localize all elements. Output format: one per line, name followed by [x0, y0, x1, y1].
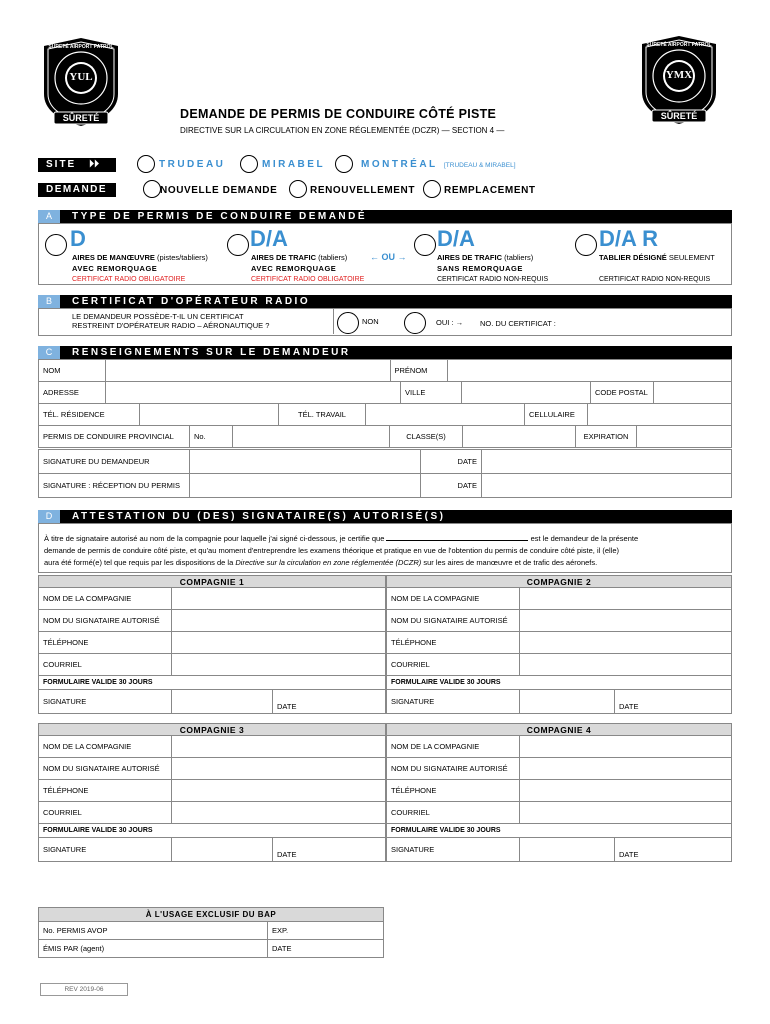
section-c-letter: C	[38, 346, 60, 359]
company-1-valide: FORMULAIRE VALIDE 30 JOURS	[39, 676, 386, 690]
company-4-date-field[interactable]	[615, 838, 732, 862]
bap-table	[38, 907, 384, 958]
bap-exp-label: EXP.	[268, 922, 384, 940]
permis-da-avec-line2: AVEC REMORQUAGE	[251, 264, 337, 273]
company-4-title: COMPAGNIE 4	[387, 724, 732, 736]
bap-title: À L'USAGE EXCLUSIF DU BAP	[39, 908, 384, 922]
tel-residence-label: TÉL. RÉSIDENCE	[39, 404, 140, 426]
radio-renouvellement[interactable]	[289, 180, 307, 198]
section-c-header	[38, 346, 732, 359]
tel-residence-input[interactable]	[140, 404, 279, 426]
company-4-signature-label: SIGNATURE	[387, 838, 520, 862]
adresse-row	[38, 381, 732, 404]
signature-rows	[38, 449, 732, 498]
radio-trudeau[interactable]	[137, 155, 155, 173]
radio-non[interactable]	[337, 312, 359, 334]
section-d-header	[38, 510, 732, 523]
company-1-telephone-label: TÉLÉPHONE	[39, 632, 172, 654]
company-2-signature-input[interactable]	[520, 690, 615, 714]
tel-row	[38, 403, 732, 426]
cellulaire-label: CELLULAIRE	[525, 404, 588, 426]
sig-reception-label: SIGNATURE : RÉCEPTION DU PERMIS	[39, 474, 190, 498]
permis-da-sans-line1: AIRES DE TRAFIC (tabliers)	[437, 253, 534, 262]
company-4-nom-signataire-label: NOM DU SIGNATAIRE AUTORISÉ	[387, 758, 520, 780]
permis-da-avec-line3: CERTIFICAT RADIO OBLIGATOIRE	[251, 276, 365, 283]
company-2-table	[386, 575, 732, 714]
company-4-nom-compagnie-input[interactable]	[520, 736, 732, 758]
company-3-date-field[interactable]	[273, 838, 386, 862]
radio-question-line1: LE DEMANDEUR POSSÈDE-T-IL UN CERTIFICAT	[72, 312, 244, 321]
tel-travail-label: TÉL. TRAVAIL	[279, 404, 366, 426]
site-label-bar	[38, 158, 116, 172]
revision-label: REV 2019-06	[40, 983, 128, 996]
nom-input[interactable]	[106, 360, 391, 382]
company-2-valide: FORMULAIRE VALIDE 30 JOURS	[387, 676, 732, 690]
ville-label: VILLE	[401, 382, 462, 404]
non-label: NON	[362, 317, 379, 326]
company-3-courriel-input[interactable]	[172, 802, 386, 824]
company-3-date-label: DATE	[277, 850, 297, 859]
company-4-table	[386, 723, 732, 862]
section-a-title: TYPE DE PERMIS DE CONDUIRE DEMANDÉ	[72, 211, 368, 222]
company-3-telephone-input[interactable]	[172, 780, 386, 802]
classe-input[interactable]	[463, 426, 576, 448]
section-b-letter: B	[38, 295, 60, 308]
company-2-date-field[interactable]	[615, 690, 732, 714]
company-4-telephone-input[interactable]	[520, 780, 732, 802]
permis-d-line3: CERTIFICAT RADIO OBLIGATOIRE	[72, 276, 186, 283]
radio-montreal[interactable]	[335, 155, 353, 173]
company-1-nom-compagnie-input[interactable]	[172, 588, 386, 610]
company-2-telephone-label: TÉLÉPHONE	[387, 632, 520, 654]
company-3-title: COMPAGNIE 3	[39, 724, 386, 736]
cellulaire-input[interactable]	[588, 404, 732, 426]
radio-mirabel[interactable]	[240, 155, 258, 173]
oui-label: OUI : →	[436, 318, 464, 327]
site-option-trudeau: TRUDEAU	[159, 159, 226, 170]
company-1-courriel-label: COURRIEL	[39, 654, 172, 676]
yul-badge-bottom: SÛRETÉ	[62, 113, 100, 123]
company-2-nom-signataire-input[interactable]	[520, 610, 732, 632]
company-1-signature-input[interactable]	[172, 690, 273, 714]
company-3-nom-compagnie-input[interactable]	[172, 736, 386, 758]
section-b-header	[38, 295, 732, 308]
company-4-nom-signataire-input[interactable]	[520, 758, 732, 780]
company-1-nom-compagnie-label: NOM DE LA COMPAGNIE	[39, 588, 172, 610]
adresse-input[interactable]	[106, 382, 401, 404]
applicant-table	[38, 359, 732, 382]
company-3-nom-compagnie-label: NOM DE LA COMPAGNIE	[39, 736, 172, 758]
company-4-nom-compagnie-label: NOM DE LA COMPAGNIE	[387, 736, 520, 758]
company-4-date-label: DATE	[619, 850, 639, 859]
company-3-valide: FORMULAIRE VALIDE 30 JOURS	[39, 824, 386, 838]
company-2-title: COMPAGNIE 2	[387, 576, 732, 588]
bap-permis-label: No. PERMIS AVOP	[39, 922, 268, 940]
company-3-signature-label: SIGNATURE	[39, 838, 172, 862]
company-4-signature-input[interactable]	[520, 838, 615, 862]
ymx-badge-code: YMX	[665, 69, 693, 81]
company-2-courriel-label: COURRIEL	[387, 654, 520, 676]
company-3-table	[38, 723, 386, 862]
sig-demandeur-date-label: DATE	[421, 450, 482, 474]
company-4-courriel-label: COURRIEL	[387, 802, 520, 824]
cert-number-label: NO. DU CERTIFICAT :	[480, 319, 556, 328]
permis-no-input[interactable]	[233, 426, 390, 448]
radio-remplacement[interactable]	[423, 180, 441, 198]
company-1-nom-signataire-label: NOM DU SIGNATAIRE AUTORISÉ	[39, 610, 172, 632]
applicant-name-input[interactable]	[386, 532, 528, 541]
code-postal-input[interactable]	[654, 382, 732, 404]
attestation-text: À titre de signataire autorisé au nom de la compagnie pour laquelle j'ai signé ci-dessous, je certifie que est le demandeur de la présente demande de permis de conduire côté piste, et qu'au moment d'entreprendre les examens théorique et pratique en vue de l'obtention du permis de conduire côté piste, il (elle) aura été formé(e) tel que requis par les dispositions de la Directive sur la circulation en zone réglementée (DCZR) sur les aires de manœuvre et de trafic des aéronefs.	[44, 534, 639, 567]
company-1-table	[38, 575, 386, 714]
prenom-label: PRÉNOM	[390, 360, 447, 382]
page-title: DEMANDE DE PERMIS DE CONDUIRE CÔTÉ PISTE	[180, 107, 497, 121]
section-d-title: ATTESTATION DU (DES) SIGNATAIRE(S) AUTORISÉ(S)	[72, 511, 446, 522]
sig-reception-date-input[interactable]	[482, 474, 732, 498]
permis-code-da-avec: D/A	[250, 226, 288, 251]
section-c-title: RENSEIGNEMENTS SUR LE DEMANDEUR	[72, 347, 351, 358]
nom-label: NOM	[39, 360, 106, 382]
site-option-montreal: MONTRÉAL	[361, 159, 438, 170]
ymx-badge-bottom: SÛRETÉ	[660, 111, 698, 121]
permis-dar-line1: TABLIER DÉSIGNÉ SEULEMENT	[599, 253, 715, 262]
company-1-telephone-input[interactable]	[172, 632, 386, 654]
demande-option-remplacement: REMPLACEMENT	[444, 185, 536, 196]
company-1-signature-label: SIGNATURE	[39, 690, 172, 714]
permis-da-sans-line3: CERTIFICAT RADIO NON-REQUIS	[437, 276, 549, 283]
radio-permis-dar[interactable]	[575, 234, 597, 256]
demande-label: DEMANDE	[38, 183, 116, 197]
company-2-nom-compagnie-input[interactable]	[520, 588, 732, 610]
code-postal-label: CODE POSTAL	[591, 382, 654, 404]
classe-label: CLASSE(S)	[390, 426, 463, 448]
company-4-telephone-label: TÉLÉPHONE	[387, 780, 520, 802]
site-option-mirabel: MIRABEL	[262, 159, 326, 170]
site-label: SITE	[46, 159, 77, 170]
yul-badge-top: SÛRETÉ AIRPORT PATROL	[48, 44, 114, 50]
expiration-input[interactable]	[637, 426, 732, 448]
permis-code-da-sans: D/A	[437, 226, 475, 251]
ymx-badge-top: SÛRETÉ AIRPORT PATROL	[646, 42, 712, 48]
company-2-telephone-input[interactable]	[520, 632, 732, 654]
company-1-nom-signataire-input[interactable]	[172, 610, 386, 632]
company-3-signature-input[interactable]	[172, 838, 273, 862]
company-4-courriel-input[interactable]	[520, 802, 732, 824]
sig-demandeur-label: SIGNATURE DU DEMANDEUR	[39, 450, 190, 474]
bap-emis-label: ÉMIS PAR (agent)	[39, 940, 268, 958]
radio-permis-d[interactable]	[45, 234, 67, 256]
ville-input[interactable]	[462, 382, 591, 404]
radio-question-line2: RESTREINT D'OPÉRATEUR RADIO – AÉRONAUTIQUE ?	[72, 321, 270, 330]
sig-reception-input[interactable]	[190, 474, 421, 498]
section-a-letter: A	[38, 210, 60, 223]
radio-permis-da-sans[interactable]	[414, 234, 436, 256]
sig-demandeur-input[interactable]	[190, 450, 421, 474]
section-a-header	[38, 210, 732, 223]
permis-d-line2: AVEC REMORQUAGE	[72, 264, 158, 273]
permis-da-sans-line2: SANS REMORQUAGE	[437, 264, 523, 273]
section-d-letter: D	[38, 510, 60, 523]
permis-row	[38, 425, 732, 448]
adresse-label: ADRESSE	[39, 382, 106, 404]
section-b-title: CERTIFICAT D'OPÉRATEUR RADIO	[72, 296, 311, 307]
company-3-telephone-label: TÉLÉPHONE	[39, 780, 172, 802]
company-2-nom-compagnie-label: NOM DE LA COMPAGNIE	[387, 588, 520, 610]
radio-nouvelle[interactable]	[143, 180, 161, 198]
page-subtitle: DIRECTIVE SUR LA CIRCULATION EN ZONE RÉGLEMENTÉE (DCZR) — SECTION 4 —	[180, 126, 505, 135]
company-1-date-label: DATE	[277, 702, 297, 711]
company-1-courriel-input[interactable]	[172, 654, 386, 676]
company-2-nom-signataire-label: NOM DU SIGNATAIRE AUTORISÉ	[387, 610, 520, 632]
permis-code-dar: D/A R	[599, 226, 659, 251]
sig-reception-date-label: DATE	[421, 474, 482, 498]
company-1-date-field[interactable]	[273, 690, 386, 714]
permis-code-d: D	[70, 226, 86, 251]
tel-travail-input[interactable]	[366, 404, 525, 426]
company-3-nom-signataire-label: NOM DU SIGNATAIRE AUTORISÉ	[39, 758, 172, 780]
company-2-signature-label: SIGNATURE	[387, 690, 520, 714]
company-4-valide: FORMULAIRE VALIDE 30 JOURS	[387, 824, 732, 838]
permis-d-line1: AIRES DE MANŒUVRE (pistes/tabliers)	[72, 253, 208, 262]
bap-date-label: DATE	[268, 940, 384, 958]
company-2-date-label: DATE	[619, 702, 639, 711]
site-note: [TRUDEAU & MIRABEL]	[444, 162, 516, 169]
company-3-courriel-label: COURRIEL	[39, 802, 172, 824]
sig-demandeur-date-input[interactable]	[482, 450, 732, 474]
expiration-label: EXPIRATION	[576, 426, 637, 448]
permis-da-avec-line1: AIRES DE TRAFIC (tabliers)	[251, 253, 348, 262]
demande-option-renouvellement: RENOUVELLEMENT	[310, 185, 416, 196]
no-label: No.	[190, 426, 233, 448]
demande-option-nouvelle: NOUVELLE DEMANDE	[160, 185, 278, 196]
company-2-courriel-input[interactable]	[520, 654, 732, 676]
radio-permis-da-avec[interactable]	[227, 234, 249, 256]
prenom-input[interactable]	[447, 360, 732, 382]
ou-separator: ← OU →	[370, 252, 407, 262]
permis-provincial-label: PERMIS DE CONDUIRE PROVINCIAL	[39, 426, 190, 448]
radio-oui[interactable]	[404, 312, 426, 334]
company-1-title: COMPAGNIE 1	[39, 576, 386, 588]
yul-badge-code: YUL	[69, 71, 93, 83]
company-3-nom-signataire-input[interactable]	[172, 758, 386, 780]
double-arrow-icon: ⏵⏵	[89, 159, 100, 170]
permis-dar-line3: CERTIFICAT RADIO NON-REQUIS	[599, 276, 711, 283]
